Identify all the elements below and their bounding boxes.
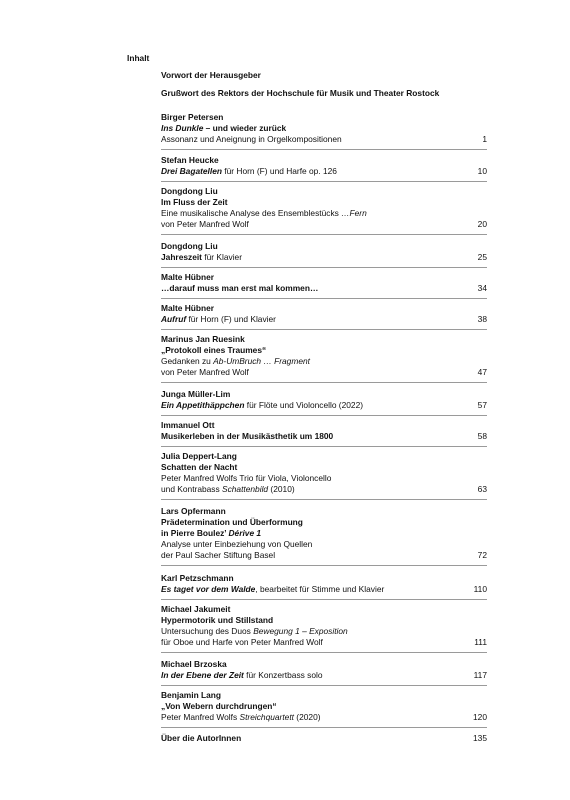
divider <box>161 415 487 416</box>
page-number: 57 <box>477 400 487 410</box>
entry-title: Im Fluss der Zeit <box>161 197 228 207</box>
toc-entry-liu-fluss <box>161 186 487 230</box>
entry-title: „Protokoll eines Traumes“ <box>161 345 267 355</box>
toc-entry-heucke <box>161 155 487 177</box>
divider <box>161 652 487 653</box>
toc-entry-petersen <box>161 112 487 145</box>
page-number: 10 <box>477 166 487 176</box>
entry-subtitle: Analyse unter Einbeziehung von Quellen <box>161 539 313 549</box>
divider <box>161 382 487 383</box>
entry-author: Lars Opfermann <box>161 506 226 516</box>
toc-entry-ott <box>161 420 487 442</box>
entry-subtitle-2: und Kontrabass Schattenbild (2010) 63 <box>161 484 487 494</box>
entry-title: Aufruf für Horn (F) und Klavier 38 <box>161 314 487 324</box>
divider <box>161 685 487 686</box>
grusswort-entry: Grußwort des Rektors der Hochschule für Musik und Theater Rostock <box>161 88 440 98</box>
divider <box>161 565 487 566</box>
entry-title: Ins Dunkle – und wieder zurück <box>161 123 287 133</box>
entry-subtitle: Assonanz und Aneignung in Orgelkompositionen 1 <box>161 134 487 144</box>
page-number: 135 <box>473 733 487 743</box>
entry-subtitle: Eine musikalische Analyse des Ensemblestücks …Fern <box>161 208 367 218</box>
entry-title: Drei Bagatellen für Horn (F) und Harfe op. 126 10 <box>161 166 487 176</box>
page-number: 63 <box>477 484 487 494</box>
page-number: 38 <box>477 314 487 324</box>
entry-author: Dongdong Liu <box>161 186 218 196</box>
entry-author: Malte Hübner <box>161 303 215 313</box>
entry-author: Michael Brzoska <box>161 659 227 669</box>
divider <box>161 267 487 268</box>
page-number: 72 <box>477 550 487 560</box>
divider <box>161 446 487 447</box>
entry-author: Stefan Heucke <box>161 155 219 165</box>
page-number: 120 <box>473 712 487 722</box>
entry-author: Birger Petersen <box>161 112 224 122</box>
toc-entry-lang <box>161 690 487 723</box>
toc-entry-huebner-darauf <box>161 272 487 294</box>
entry-author: Julia Deppert-Lang <box>161 451 237 461</box>
divider <box>161 298 487 299</box>
entry-subtitle-2: der Paul Sacher Stiftung Basel 72 <box>161 550 487 560</box>
entry-title: …darauf muss man erst mal kommen… 34 <box>161 283 487 293</box>
entry-title: Ein Appetithäppchen für Flöte und Violoncello (2022) 57 <box>161 400 487 410</box>
entry-subtitle-2: von Peter Manfred Wolf 20 <box>161 219 487 229</box>
entry-subtitle: Peter Manfred Wolfs Streichquartett (2020) 120 <box>161 712 487 722</box>
page-number: 111 <box>474 637 487 647</box>
toc-heading: Inhalt <box>127 53 150 63</box>
entry-title: Jahreszeit für Klavier 25 <box>161 252 487 262</box>
page-number: 58 <box>477 431 487 441</box>
divider <box>161 149 487 150</box>
entry-author: Karl Petzschmann <box>161 573 234 583</box>
toc-entry-deppert-lang <box>161 451 487 495</box>
entry-title: In der Ebene der Zeit für Konzertbass solo 117 <box>161 670 487 680</box>
toc-entry-huebner-aufruf <box>161 303 487 325</box>
toc-entry-ueber-autorinnen <box>161 733 487 744</box>
entry-title: Hypermotorik und Stillstand <box>161 615 274 625</box>
entry-author: Marinus Jan Ruesink <box>161 334 245 344</box>
divider <box>161 234 487 235</box>
page-number: 47 <box>477 367 487 377</box>
entry-author: Junga Müller-Lim <box>161 389 231 399</box>
entry-title: Über die AutorInnen 135 <box>161 733 487 743</box>
entry-subtitle: Untersuchung des Duos Bewegung 1 – Exposition <box>161 626 348 636</box>
entry-author: Michael Jakumeit <box>161 604 231 614</box>
toc-entry-brzoska <box>161 659 487 681</box>
entry-author: Benjamin Lang <box>161 690 222 700</box>
vorwort-entry: Vorwort der Herausgeber <box>161 70 261 80</box>
entry-author: Dongdong Liu <box>161 241 218 251</box>
toc-entry-jakumeit <box>161 604 487 648</box>
entry-subtitle: Peter Manfred Wolfs Trio für Viola, Violoncello <box>161 473 332 483</box>
entry-author: Immanuel Ott <box>161 420 215 430</box>
divider <box>161 329 487 330</box>
entry-title: „Von Webern durchdrungen“ <box>161 701 277 711</box>
entry-title: Schatten der Nacht <box>161 462 238 472</box>
entry-subtitle-2: von Peter Manfred Wolf 47 <box>161 367 487 377</box>
entry-title-2: in Pierre Boulez’ Dérive 1 <box>161 528 262 538</box>
entry-subtitle-2: für Oboe und Harfe von Peter Manfred Wolf 111 <box>161 637 487 647</box>
page-number: 117 <box>473 670 487 680</box>
page-number: 1 <box>482 134 487 144</box>
divider <box>161 499 487 500</box>
divider <box>161 599 487 600</box>
page-number: 20 <box>477 219 487 229</box>
entry-title: Es taget vor dem Walde, bearbeitet für Stimme und Klavier 110 <box>161 584 487 594</box>
toc-entry-liu-jahreszeit <box>161 241 487 263</box>
divider <box>161 727 487 728</box>
divider <box>161 181 487 182</box>
entry-title: Prädetermination und Überformung <box>161 517 303 527</box>
entry-title: Musikerleben in der Musikästhetik um 1800 58 <box>161 431 487 441</box>
entry-author: Malte Hübner <box>161 272 215 282</box>
entry-subtitle: Gedanken zu Ab-UmBruch … Fragment <box>161 356 310 366</box>
page-number: 110 <box>473 584 487 594</box>
toc-entry-opfermann <box>161 506 487 561</box>
page-number: 25 <box>477 252 487 262</box>
toc-entry-ruesink <box>161 334 487 378</box>
toc-entry-mueller-lim <box>161 389 487 411</box>
page-number: 34 <box>477 283 487 293</box>
toc-entry-petzschmann <box>161 573 487 595</box>
